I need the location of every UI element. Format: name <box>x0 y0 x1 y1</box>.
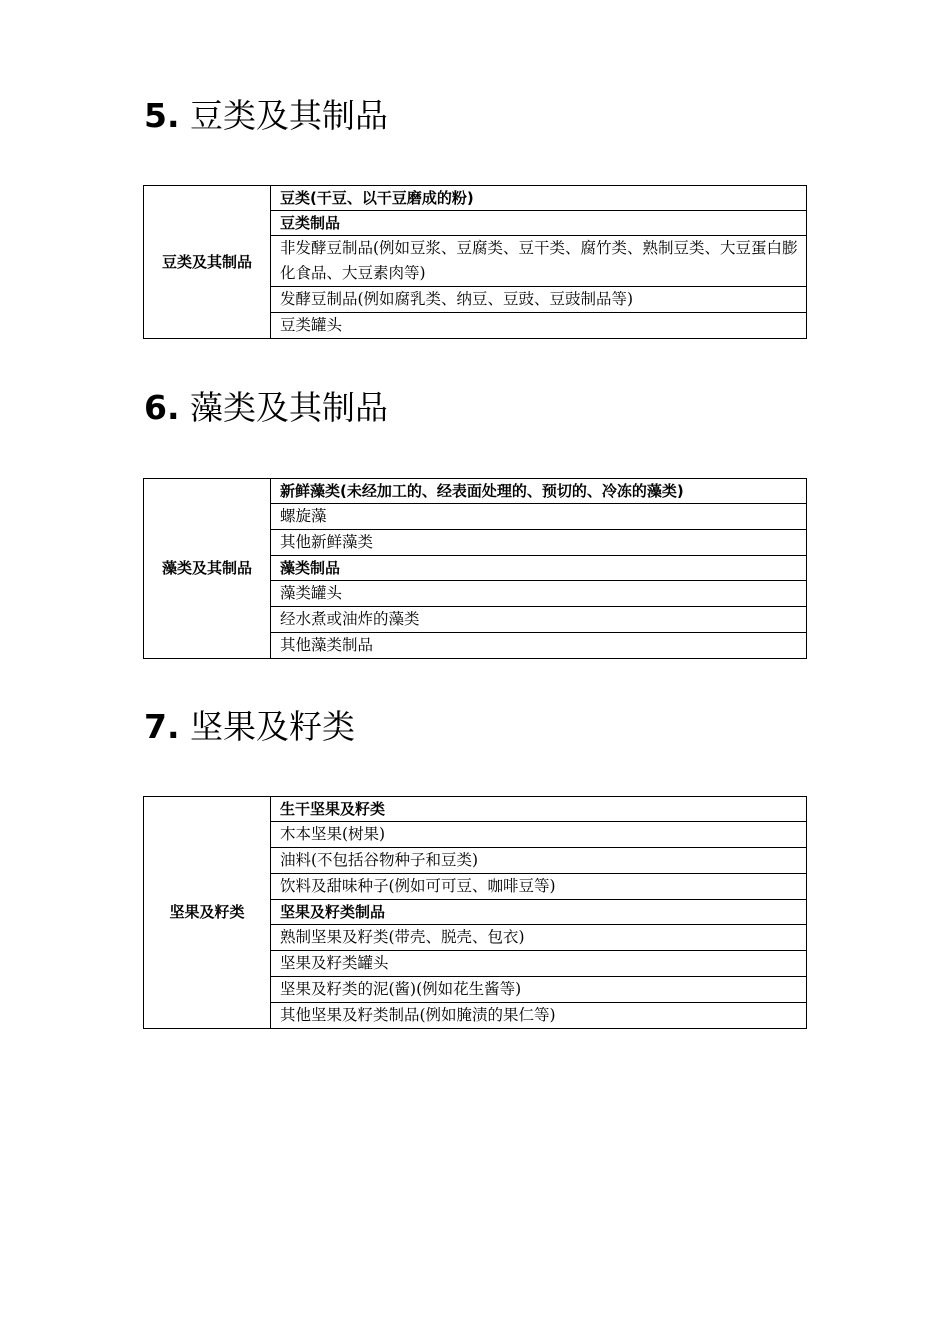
table-cell: 发酵豆制品(例如腐乳类、纳豆、豆豉、豆豉制品等) <box>271 287 807 313</box>
table-cell: 熟制坚果及籽类(带壳、脱壳、包衣) <box>271 925 807 951</box>
table-cell: 豆类罐头 <box>271 313 807 339</box>
table-cell: 藻类制品 <box>271 556 807 581</box>
table-cell: 豆类(干豆、以干豆磨成的粉) <box>271 186 807 211</box>
section-heading-6 <box>144 388 388 428</box>
table-cell: 生干坚果及籽类 <box>271 797 807 822</box>
table-cell: 木本坚果(树果) <box>271 822 807 848</box>
table-cell: 坚果及籽类罐头 <box>271 951 807 977</box>
table-cell: 坚果及籽类的泥(酱)(例如花生酱等) <box>271 977 807 1003</box>
table-cell: 坚果及籽类制品 <box>271 900 807 925</box>
table-cell: 螺旋藻 <box>271 504 807 530</box>
section-title: 豆类及其制品 <box>190 96 388 135</box>
table-cell: 豆类制品 <box>271 211 807 236</box>
table-row <box>144 186 807 211</box>
table-cell: 新鲜藻类(未经加工的、经表面处理的、预切的、冷冻的藻类) <box>271 479 807 504</box>
table-cell: 非发酵豆制品(例如豆浆、豆腐类、豆干类、腐竹类、熟制豆类、大豆蛋白膨化食品、大豆素肉等) <box>271 236 807 287</box>
table-row <box>144 797 807 822</box>
section-number: 7. <box>144 707 180 746</box>
section-title: 坚果及籽类 <box>190 707 355 746</box>
section-heading-5 <box>144 96 388 136</box>
section-number: 6. <box>144 388 180 427</box>
table-cell: 油料(不包括谷物种子和豆类) <box>271 848 807 874</box>
category-table-algae <box>143 478 807 659</box>
category-table-nuts <box>143 796 807 1029</box>
group-cell: 坚果及籽类 <box>144 797 271 1029</box>
section-title: 藻类及其制品 <box>190 388 388 427</box>
section-number: 5. <box>144 96 180 135</box>
table-cell: 藻类罐头 <box>271 581 807 607</box>
table-cell: 其他新鲜藻类 <box>271 530 807 556</box>
table-row <box>144 479 807 504</box>
table-cell: 其他藻类制品 <box>271 633 807 659</box>
section-heading-7 <box>144 707 355 747</box>
group-cell: 藻类及其制品 <box>144 479 271 659</box>
table-cell: 其他坚果及籽类制品(例如腌渍的果仁等) <box>271 1003 807 1029</box>
group-cell: 豆类及其制品 <box>144 186 271 339</box>
table-cell: 饮料及甜味种子(例如可可豆、咖啡豆等) <box>271 874 807 900</box>
table-cell: 经水煮或油炸的藻类 <box>271 607 807 633</box>
category-table-beans <box>143 185 807 339</box>
